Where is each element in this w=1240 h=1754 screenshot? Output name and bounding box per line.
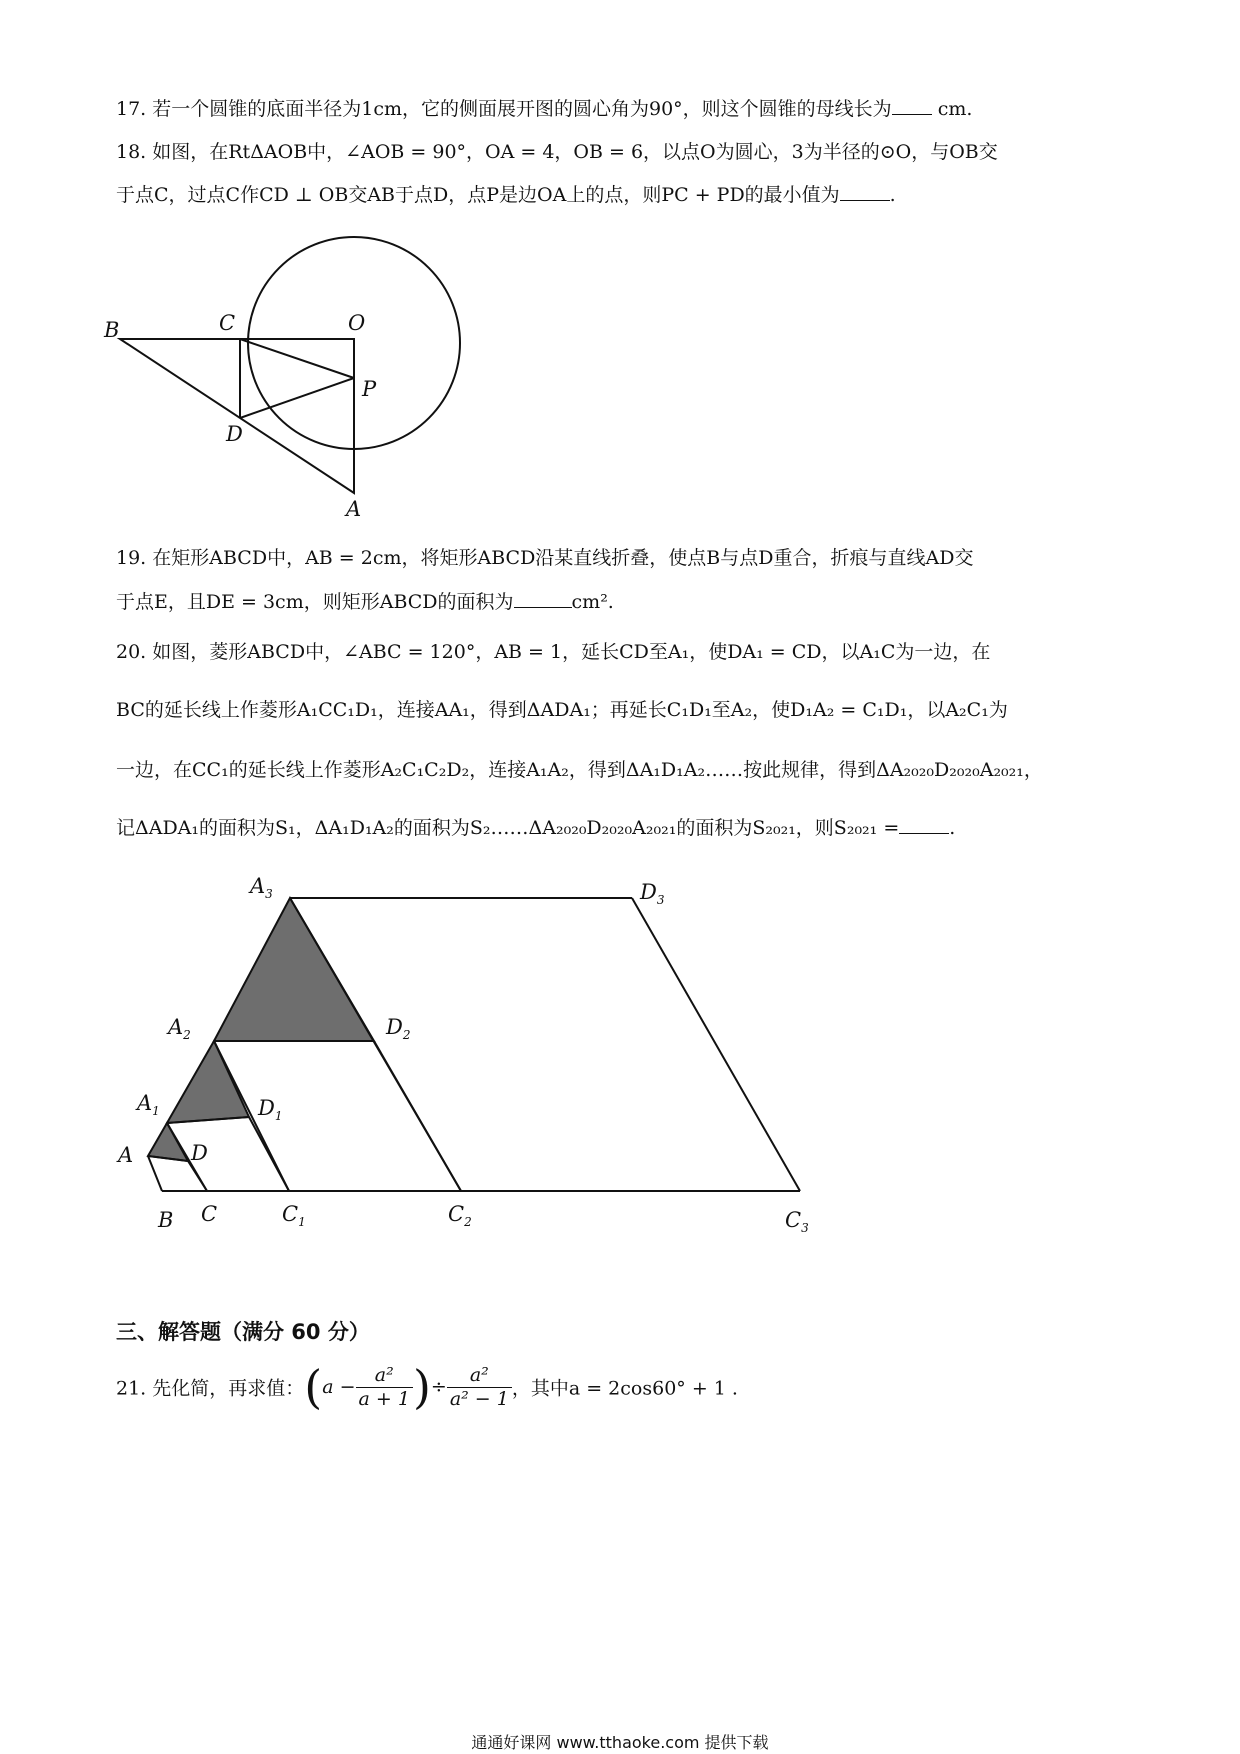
segment-a3-c2 [290,898,461,1191]
q20-end: . [949,817,956,839]
fig20-label-c3: $C_3$ [785,1208,809,1236]
fig20-label-b: B [158,1208,174,1232]
q21-left-paren: ( [304,1360,323,1414]
fig20-label-c: C [201,1202,218,1226]
fig20-label-c1: $C_1$ [282,1202,306,1230]
fig18-label-c: C [219,311,236,335]
q21-a: a − [322,1376,356,1398]
fig20-label-d: D [191,1141,208,1165]
q21-fraction-2: $\frac{\text{a²}}{\text{a² − 1}}$ [447,1364,512,1411]
q21-div: ÷ [430,1376,447,1398]
segment-a-b [148,1156,162,1191]
fig20-label-a1: $A_1$ [137,1091,160,1119]
q20-line2: BC的延长线上作菱形A₁CC₁D₁，连接AA₁，得到ΔADA₁；再延长C₁D₁至A₂，使D₁A₂ = C₁D₁，以A₂C₁为 [116,699,1008,721]
q20-line3: 一边，在CC₁的延长线上作菱形A₂C₁C₂D₂，连接A₁A₂，得到ΔA₁D₁A₂……按此规律，得到ΔA₂₀₂₀D₂₀₂₀A₂₀₂₁， [116,759,1043,781]
triangle-a1-d1-a2 [167,1041,249,1123]
section-heading: 三、解答题（满分 60 分） [116,1320,370,1344]
q21-prefix: 21. 先化简，再求值： [116,1377,305,1400]
fig18-label-d: D [226,422,243,446]
fig20-label-a3: $A_3$ [250,874,273,902]
fig18-label-o: O [348,311,366,335]
fig20-label-a: A [118,1143,134,1167]
q18-line1: 18. 如图，在RtΔAOB中，∠AOB = 90°，OA = 4，OB = 6，以点O为圆心，3为半径的⊙O，与OB交 [116,141,998,163]
q20-line1: 20. 如图，菱形ABCD中，∠ABC = 120°，AB = 1，延长CD至A₁，使DA₁ = CD，以A₁C为一边，在 [116,641,991,663]
q17-text: 17. 若一个圆锥的底面半径为1cm，它的侧面展开图的圆心角为90°，则这个圆锥的母线长为 [116,98,892,120]
segment-d3-c3 [632,898,800,1191]
q19-text: 于点E，且DE = 3cm，则矩形ABCD的面积为 [116,591,514,613]
q21-fraction-1: $\frac{\text{a²}}{a + 1}$ [356,1364,413,1411]
triangle-a2-d2-a3 [214,898,374,1041]
q21-right-paren: ) [412,1360,431,1414]
fig20-label-c2: $C_2$ [448,1202,472,1230]
q19-end: cm². [571,591,614,613]
fig20-label-d3: $D_3$ [640,880,665,908]
q20-text: 记ΔADA₁的面积为S₁，ΔA₁D₁A₂的面积为S₂……ΔA₂₀₂₀D₂₀₂₀A₂₀₂₁的面积为S₂₀₂₁，则S₂₀₂₁ = [116,817,900,839]
q19-line1: 19. 在矩形ABCD中，AB = 2cm，将矩形ABCD沿某直线折叠，使点B与点D重合，折痕与直线AD交 [116,547,974,569]
fig20-label-d2: $D_2$ [386,1015,411,1043]
q18-text: 于点C，过点C作CD ⊥ OB交AB于点D，点P是边OA上的点，则PC + PD的最小值为 [116,184,840,206]
fig18-label-b: B [104,318,120,342]
footer: 通通好课网 www.tthaoke.com 提供下载 [471,1733,769,1752]
fig20-label-a2: $A_2$ [168,1015,191,1043]
q21-suffix: ，其中a = 2cos60° + 1 . [511,1377,738,1400]
q18-end: . [889,184,896,206]
q21-line [116,1360,738,1414]
q17-end: cm. [931,98,973,120]
fig20-label-d1: $D_1$ [258,1096,283,1124]
fig18-label-p: P [362,377,377,401]
triangle-a-d-a1 [148,1123,188,1161]
fig18-label-a: A [346,497,362,521]
